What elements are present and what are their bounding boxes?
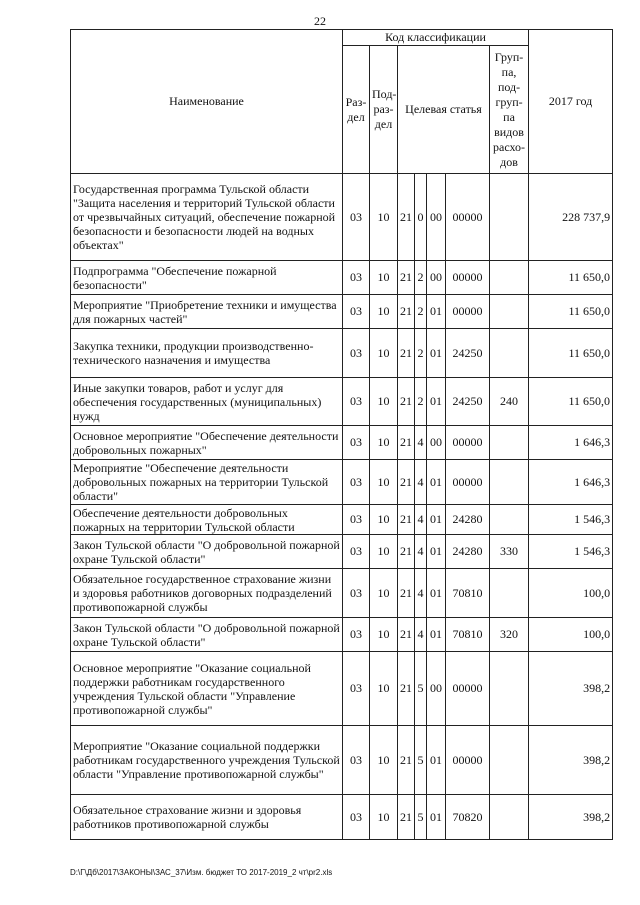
row-expense-group	[490, 795, 529, 840]
table-row	[71, 460, 613, 505]
row-target-subprogram: 2	[415, 261, 427, 295]
row-subsection: 10	[370, 329, 398, 378]
row-name: Основное мероприятие "Оказание социальной поддержки работникам государственного учреждения Тульской области "Управление противопожарной службы"	[71, 652, 343, 726]
row-target-direction: 24250	[446, 329, 490, 378]
row-target-program: 21	[398, 378, 415, 426]
row-target-program: 21	[398, 726, 415, 795]
row-target-event: 01	[427, 795, 446, 840]
row-target-event: 01	[427, 569, 446, 618]
row-section: 03	[343, 726, 370, 795]
row-amount: 1 546,3	[529, 505, 613, 535]
row-subsection: 10	[370, 505, 398, 535]
row-section: 03	[343, 426, 370, 460]
row-target-subprogram: 4	[415, 460, 427, 505]
row-target-event: 01	[427, 329, 446, 378]
row-subsection: 10	[370, 726, 398, 795]
row-section: 03	[343, 460, 370, 505]
row-target-program: 21	[398, 460, 415, 505]
row-expense-group	[490, 652, 529, 726]
row-amount: 11 650,0	[529, 378, 613, 426]
row-target-event: 00	[427, 426, 446, 460]
row-section: 03	[343, 795, 370, 840]
row-target-direction: 24250	[446, 378, 490, 426]
row-target-direction: 00000	[446, 726, 490, 795]
row-expense-group	[490, 505, 529, 535]
row-target-direction: 00000	[446, 652, 490, 726]
row-subsection: 10	[370, 426, 398, 460]
row-target-program: 21	[398, 505, 415, 535]
row-target-event: 01	[427, 618, 446, 652]
row-amount: 228 737,9	[529, 174, 613, 261]
row-target-direction: 00000	[446, 174, 490, 261]
row-target-program: 21	[398, 652, 415, 726]
row-target-subprogram: 4	[415, 505, 427, 535]
row-name: Основное мероприятие "Обеспечение деятельности добровольных пожарных"	[71, 426, 343, 460]
row-target-program: 21	[398, 174, 415, 261]
row-target-event: 01	[427, 726, 446, 795]
row-target-subprogram: 5	[415, 652, 427, 726]
row-target-direction: 00000	[446, 426, 490, 460]
row-name: Обязательное страхование жизни и здоровья работников противопожарной службы	[71, 795, 343, 840]
table-row	[71, 261, 613, 295]
row-subsection: 10	[370, 460, 398, 505]
row-amount: 11 650,0	[529, 329, 613, 378]
row-subsection: 10	[370, 174, 398, 261]
row-target-program: 21	[398, 329, 415, 378]
row-target-subprogram: 2	[415, 378, 427, 426]
table-body	[71, 174, 613, 840]
budget-table	[70, 29, 613, 840]
row-target-event: 01	[427, 378, 446, 426]
row-name: Закупка техники, продукции производственно-технического назначения и имущества	[71, 329, 343, 378]
row-amount: 100,0	[529, 618, 613, 652]
table-row	[71, 426, 613, 460]
row-target-direction: 00000	[446, 295, 490, 329]
row-section: 03	[343, 329, 370, 378]
row-name: Обязательное государственное страхование жизни и здоровья работников договорных подразделений противопожарной службы	[71, 569, 343, 618]
row-section: 03	[343, 535, 370, 569]
row-target-program: 21	[398, 535, 415, 569]
table-row	[71, 726, 613, 795]
row-expense-group: 320	[490, 618, 529, 652]
row-section: 03	[343, 295, 370, 329]
row-target-subprogram: 4	[415, 618, 427, 652]
row-target-direction: 70820	[446, 795, 490, 840]
row-section: 03	[343, 261, 370, 295]
table-row	[71, 652, 613, 726]
row-expense-group	[490, 426, 529, 460]
row-target-direction: 24280	[446, 505, 490, 535]
row-amount: 100,0	[529, 569, 613, 618]
row-target-direction: 00000	[446, 460, 490, 505]
row-section: 03	[343, 569, 370, 618]
header-subsection: Под-раз-дел	[370, 46, 398, 174]
row-name: Закон Тульской области "О добровольной пожарной охране Тульской области"	[71, 618, 343, 652]
row-target-event: 01	[427, 295, 446, 329]
row-target-subprogram: 4	[415, 535, 427, 569]
row-subsection: 10	[370, 652, 398, 726]
row-expense-group	[490, 460, 529, 505]
row-subsection: 10	[370, 295, 398, 329]
table-row	[71, 174, 613, 261]
row-section: 03	[343, 505, 370, 535]
row-name: Мероприятие "Приобретение техники и имущества для пожарных частей"	[71, 295, 343, 329]
row-expense-group	[490, 726, 529, 795]
row-target-event: 01	[427, 460, 446, 505]
row-target-subprogram: 2	[415, 295, 427, 329]
row-section: 03	[343, 652, 370, 726]
row-target-program: 21	[398, 426, 415, 460]
row-name: Мероприятие "Обеспечение деятельности добровольных пожарных на территории Тульской области"	[71, 460, 343, 505]
row-expense-group	[490, 261, 529, 295]
row-subsection: 10	[370, 261, 398, 295]
row-section: 03	[343, 618, 370, 652]
row-section: 03	[343, 174, 370, 261]
row-target-event: 00	[427, 174, 446, 261]
row-section: 03	[343, 378, 370, 426]
row-expense-group	[490, 569, 529, 618]
row-subsection: 10	[370, 378, 398, 426]
row-target-event: 01	[427, 505, 446, 535]
row-amount: 11 650,0	[529, 295, 613, 329]
row-target-subprogram: 5	[415, 795, 427, 840]
row-target-subprogram: 4	[415, 569, 427, 618]
row-amount: 11 650,0	[529, 261, 613, 295]
row-subsection: 10	[370, 618, 398, 652]
row-amount: 398,2	[529, 726, 613, 795]
header-target: Целевая статья	[398, 46, 490, 174]
row-target-program: 21	[398, 569, 415, 618]
row-name: Мероприятие "Оказание социальной поддержки работникам государственного учреждения Тульской области "Управление противопожарной службы"	[71, 726, 343, 795]
row-expense-group	[490, 329, 529, 378]
table-row	[71, 795, 613, 840]
header-year: 2017 год	[529, 30, 613, 174]
header-group: Груп-па, под-груп-па видов расхо-дов	[490, 46, 529, 174]
row-target-event: 01	[427, 535, 446, 569]
header-section: Раз-дел	[343, 46, 370, 174]
row-amount: 1 646,3	[529, 426, 613, 460]
row-target-direction: 70810	[446, 618, 490, 652]
row-name: Государственная программа Тульской области "Защита населения и территорий Тульской области от чрезвычайных ситуаций, обеспечение пожарной безопасности и безопасности людей на водных объектах"	[71, 174, 343, 261]
row-name: Иные закупки товаров, работ и услуг для обеспечения государственных (муниципальных) нужд	[71, 378, 343, 426]
row-subsection: 10	[370, 569, 398, 618]
row-expense-group	[490, 295, 529, 329]
row-target-subprogram: 0	[415, 174, 427, 261]
row-target-subprogram: 5	[415, 726, 427, 795]
row-target-direction: 00000	[446, 261, 490, 295]
row-target-event: 00	[427, 652, 446, 726]
table-row	[71, 569, 613, 618]
row-expense-group: 330	[490, 535, 529, 569]
row-target-subprogram: 4	[415, 426, 427, 460]
row-name: Закон Тульской области "О добровольной пожарной охране Тульской области"	[71, 535, 343, 569]
table-row	[71, 618, 613, 652]
row-target-subprogram: 2	[415, 329, 427, 378]
row-name: Подпрограмма "Обеспечение пожарной безопасности"	[71, 261, 343, 295]
row-amount: 1 546,3	[529, 535, 613, 569]
table-row	[71, 295, 613, 329]
file-path-footer: D:\Г\Дб\2017\ЗАКОНЫ\ЗАС_37\Изм. бюджет ТО 2017-2019_2 чт\pr2.xls	[70, 868, 333, 877]
table-row	[71, 535, 613, 569]
row-amount: 398,2	[529, 652, 613, 726]
row-expense-group: 240	[490, 378, 529, 426]
row-amount: 398,2	[529, 795, 613, 840]
row-target-event: 00	[427, 261, 446, 295]
row-target-program: 21	[398, 261, 415, 295]
table-row	[71, 378, 613, 426]
page-number: 22	[314, 14, 326, 28]
row-expense-group	[490, 174, 529, 261]
header-code-group: Код классификации	[343, 30, 529, 46]
row-target-program: 21	[398, 618, 415, 652]
header-name: Наименование	[71, 30, 343, 174]
row-name: Обеспечение деятельности добровольных пожарных на территории Тульской области	[71, 505, 343, 535]
table-row	[71, 505, 613, 535]
row-subsection: 10	[370, 535, 398, 569]
row-target-program: 21	[398, 795, 415, 840]
row-target-direction: 24280	[446, 535, 490, 569]
row-target-program: 21	[398, 295, 415, 329]
row-subsection: 10	[370, 795, 398, 840]
table-row	[71, 329, 613, 378]
row-target-direction: 70810	[446, 569, 490, 618]
row-amount: 1 646,3	[529, 460, 613, 505]
